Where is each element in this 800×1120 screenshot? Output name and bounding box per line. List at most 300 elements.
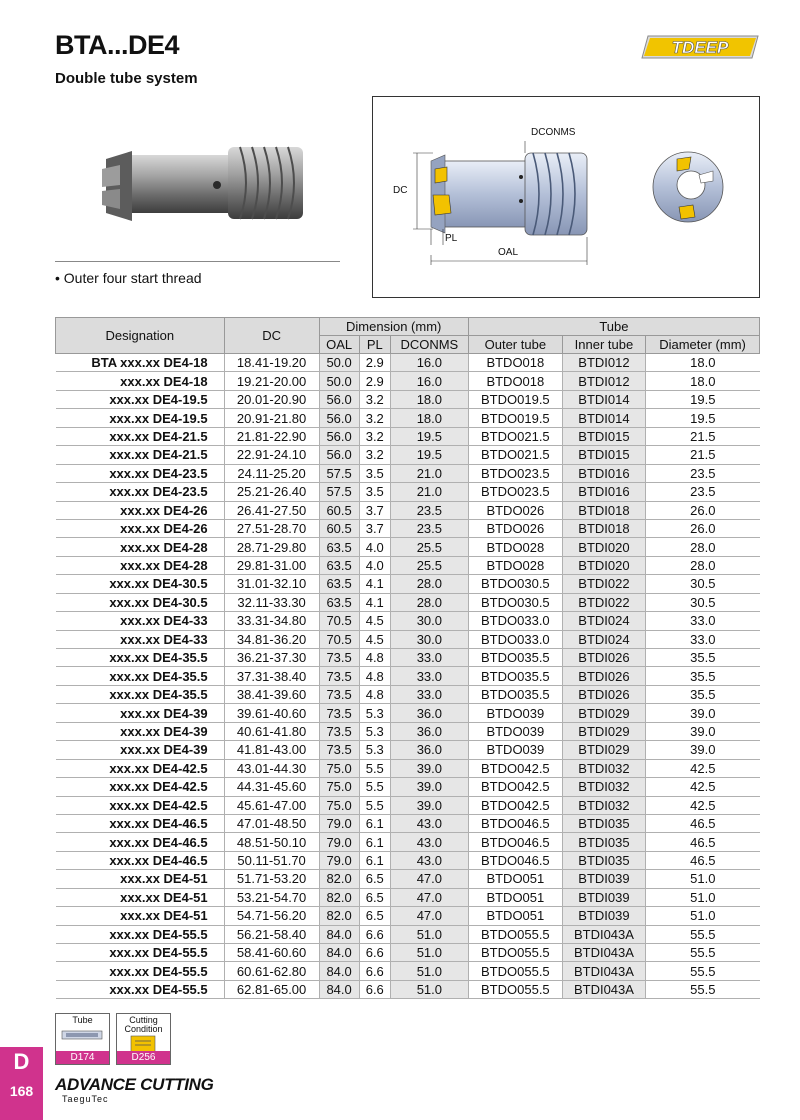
inner-tube-cell: [562, 354, 645, 372]
diameter-cell-text: 26.0: [690, 521, 716, 537]
dc-header: DC: [224, 318, 319, 354]
designation-cell-text: xxx.xx DE4-55.5: [109, 963, 208, 979]
inner-tube-cell-text: BTDI032: [578, 779, 630, 795]
diameter-cell: [646, 409, 760, 427]
diameter-cell: [646, 888, 760, 906]
pl-cell: [359, 907, 390, 925]
cutting-condition-caption: Cutting Condition: [124, 1015, 163, 1034]
diameter-cell: [646, 427, 760, 445]
dconms-cell-text: 47.0: [416, 908, 442, 924]
technical-drawing: [372, 96, 760, 298]
tdeep-logo: [640, 34, 760, 60]
dconms-cell-text: 33.0: [416, 668, 442, 684]
specification-table: [55, 317, 760, 999]
diameter-cell-text: 23.5: [690, 484, 716, 500]
dc-cell: [224, 390, 319, 408]
dconms-cell: [390, 851, 468, 869]
inner-tube-cell: [562, 612, 645, 630]
dconms-cell-text: 51.0: [416, 945, 442, 961]
diameter-cell-text: 51.0: [690, 889, 716, 905]
diameter-cell: [646, 372, 760, 390]
dconms-cell-text: 28.0: [416, 594, 442, 610]
outer-tube-cell-text: BTDO042.5: [481, 797, 550, 813]
pl-cell-text: 6.1: [365, 853, 384, 869]
oal-cell-text: 70.5: [326, 631, 352, 647]
pl-cell-text: 5.5: [365, 779, 384, 795]
oal-cell: [319, 427, 359, 445]
inner-tube-cell-text: BTDI026: [578, 650, 630, 666]
outer-tube-cell: [468, 354, 562, 372]
dconms-cell: [390, 685, 468, 703]
dconms-cell: [390, 501, 468, 519]
inner-tube-cell-text: BTDI032: [578, 797, 630, 813]
dc-cell-text: 19.21-20.00: [236, 373, 307, 389]
oal-cell: [319, 925, 359, 943]
inner-tube-cell: [562, 814, 645, 832]
oal-cell: [319, 962, 359, 980]
oal-cell: [319, 980, 359, 998]
outer-tube-cell: [468, 962, 562, 980]
designation-cell: [56, 759, 225, 777]
pl-cell: [359, 667, 390, 685]
oal-cell: [319, 464, 359, 482]
diameter-cell-text: 55.5: [690, 982, 716, 998]
outer-tube-cell: [468, 409, 562, 427]
oal-cell: [319, 833, 359, 851]
inner-tube-cell-text: BTDI012: [578, 355, 630, 371]
note-divider: [55, 261, 340, 262]
dc-cell: [224, 851, 319, 869]
oal-label: OAL: [498, 247, 519, 258]
pl-cell: [359, 888, 390, 906]
dc-cell-text: 53.21-54.70: [236, 889, 307, 905]
inner-tube-cell-text: BTDI022: [578, 576, 630, 592]
oal-cell-text: 56.0: [326, 447, 352, 463]
table-row: [56, 446, 760, 464]
diameter-cell: [646, 796, 760, 814]
inner-tube-cell: [562, 944, 645, 962]
dconms-cell-text: 21.0: [416, 484, 442, 500]
designation-cell: [56, 593, 225, 611]
dc-cell-text: 22.91-24.10: [236, 447, 307, 463]
oal-cell: [319, 796, 359, 814]
dc-cell: [224, 354, 319, 372]
dc-cell-text: 20.91-21.80: [236, 410, 307, 426]
designation-cell: [56, 962, 225, 980]
dc-cell: [224, 464, 319, 482]
pl-cell: [359, 759, 390, 777]
tool-photo: [100, 125, 310, 245]
dc-cell-text: 34.81-36.20: [236, 631, 307, 647]
inner-tube-cell-text: BTDI029: [578, 723, 630, 739]
designation-cell-text: xxx.xx DE4-35.5: [109, 650, 208, 666]
outer-tube-cell-text: BTDO021.5: [481, 428, 550, 444]
inner-tube-cell-text: BTDI015: [578, 447, 630, 463]
inner-tube-cell-text: BTDI039: [578, 889, 630, 905]
inner-tube-cell-text: BTDI024: [578, 631, 630, 647]
dc-cell: [224, 870, 319, 888]
designation-cell-text: xxx.xx DE4-42.5: [109, 760, 208, 776]
outer-tube-cell-text: BTDO055.5: [481, 945, 550, 961]
dconms-cell: [390, 814, 468, 832]
dc-cell: [224, 427, 319, 445]
outer-tube-cell-text: BTDO046.5: [481, 834, 550, 850]
dc-cell: [224, 519, 319, 537]
tube-reference[interactable]: [55, 1013, 110, 1065]
diameter-cell: [646, 685, 760, 703]
inner-tube-cell: [562, 704, 645, 722]
dconms-cell: [390, 649, 468, 667]
oal-header: OAL: [319, 336, 359, 354]
designation-cell: [56, 538, 225, 556]
table-row: [56, 944, 760, 962]
inner-tube-cell: [562, 556, 645, 574]
inner-tube-cell: [562, 778, 645, 796]
oal-cell-text: 57.5: [326, 484, 352, 500]
outer-tube-cell: [468, 833, 562, 851]
outer-tube-cell-text: BTDO046.5: [481, 816, 550, 832]
inner-tube-cell-text: BTDI022: [578, 594, 630, 610]
designation-cell: [56, 372, 225, 390]
inner-tube-cell: [562, 390, 645, 408]
designation-cell-text: xxx.xx DE4-19.5: [109, 410, 208, 426]
designation-cell-text: xxx.xx DE4-51: [120, 908, 208, 924]
pl-cell-text: 6.6: [365, 926, 384, 942]
table-row: [56, 851, 760, 869]
dc-cell-text: 41.81-43.00: [236, 742, 307, 758]
designation-cell: [56, 575, 225, 593]
diameter-cell: [646, 483, 760, 501]
designation-cell-text: xxx.xx DE4-18: [120, 373, 208, 389]
dc-cell-text: 39.61-40.60: [236, 705, 307, 721]
dc-cell: [224, 722, 319, 740]
dconms-cell: [390, 778, 468, 796]
table-row: [56, 612, 760, 630]
diameter-cell: [646, 667, 760, 685]
oal-cell-text: 70.5: [326, 613, 352, 629]
diameter-cell: [646, 390, 760, 408]
dconms-cell-text: 47.0: [416, 871, 442, 887]
oal-cell: [319, 722, 359, 740]
dconms-cell-text: 47.0: [416, 889, 442, 905]
dc-cell-text: 45.61-47.00: [236, 797, 307, 813]
outer-tube-cell: [468, 870, 562, 888]
designation-cell-text: xxx.xx DE4-28: [120, 558, 208, 574]
oal-cell: [319, 944, 359, 962]
pl-cell: [359, 870, 390, 888]
dc-cell-text: 37.31-38.40: [236, 668, 307, 684]
logo-text: TDEEP: [671, 38, 729, 57]
oal-cell-text: 63.5: [326, 594, 352, 610]
inner-tube-cell: [562, 759, 645, 777]
dconms-cell-text: 33.0: [416, 687, 442, 703]
diameter-cell-text: 19.5: [690, 410, 716, 426]
designation-header: Designation: [56, 318, 225, 354]
diameter-cell-text: 21.5: [690, 428, 716, 444]
inner-tube-cell-text: BTDI026: [578, 668, 630, 684]
inner-tube-cell-text: BTDI043A: [573, 945, 634, 961]
pl-cell-text: 3.5: [365, 484, 384, 500]
inner-tube-cell: [562, 833, 645, 851]
diameter-cell-text: 39.0: [690, 742, 716, 758]
oal-cell: [319, 575, 359, 593]
inner-tube-cell-text: BTDI015: [578, 428, 630, 444]
pl-label: PL: [445, 233, 458, 244]
pl-cell: [359, 556, 390, 574]
dconms-cell-text: 21.0: [416, 465, 442, 481]
end-view: [653, 152, 723, 222]
table-row: [56, 925, 760, 943]
designation-cell: [56, 704, 225, 722]
inner-tube-cell: [562, 409, 645, 427]
diameter-cell-text: 28.0: [690, 539, 716, 555]
inner-tube-cell: [562, 519, 645, 537]
oal-cell-text: 73.5: [326, 705, 352, 721]
inner-tube-cell: [562, 851, 645, 869]
dc-cell: [224, 667, 319, 685]
pl-cell-text: 6.6: [365, 945, 384, 961]
diameter-cell-text: 30.5: [690, 576, 716, 592]
diameter-cell: [646, 649, 760, 667]
table-row: [56, 593, 760, 611]
outer-tube-cell-text: BTDO030.5: [481, 594, 550, 610]
pl-cell: [359, 593, 390, 611]
inner-tube-cell: [562, 427, 645, 445]
designation-cell: [56, 667, 225, 685]
pl-cell-text: 3.2: [365, 410, 384, 426]
dconms-cell-text: 51.0: [416, 963, 442, 979]
table-row: [56, 464, 760, 482]
designation-cell-text: xxx.xx DE4-51: [120, 871, 208, 887]
dconms-cell-text: 16.0: [416, 373, 442, 389]
outer-tube-cell-text: BTDO051: [486, 889, 545, 905]
pl-cell: [359, 980, 390, 998]
pl-cell: [359, 630, 390, 648]
oal-cell: [319, 778, 359, 796]
dc-cell: [224, 759, 319, 777]
oal-cell-text: 79.0: [326, 853, 352, 869]
dconms-cell: [390, 962, 468, 980]
table-body: [56, 354, 760, 999]
oal-cell: [319, 483, 359, 501]
oal-cell-text: 56.0: [326, 428, 352, 444]
dconms-cell: [390, 519, 468, 537]
inner-tube-cell-text: BTDI032: [578, 760, 630, 776]
pl-cell: [359, 427, 390, 445]
pl-cell: [359, 464, 390, 482]
inner-tube-cell: [562, 630, 645, 648]
pl-cell: [359, 538, 390, 556]
dconms-cell: [390, 409, 468, 427]
diameter-cell-text: 35.5: [690, 668, 716, 684]
designation-cell-text: xxx.xx DE4-55.5: [109, 945, 208, 961]
inner-tube-cell-text: BTDI043A: [573, 963, 634, 979]
diameter-cell: [646, 833, 760, 851]
outer-tube-cell-text: BTDO028: [486, 558, 545, 574]
oal-cell: [319, 390, 359, 408]
dc-cell: [224, 796, 319, 814]
pl-cell-text: 4.0: [365, 539, 384, 555]
tube-reference-page: D174: [56, 1051, 109, 1064]
diameter-cell: [646, 907, 760, 925]
dc-cell-text: 32.11-33.30: [237, 594, 306, 610]
dc-cell: [224, 538, 319, 556]
tube-reference-caption: Tube: [72, 1015, 93, 1025]
oal-cell-text: 50.0: [326, 355, 352, 371]
table-row: [56, 390, 760, 408]
pl-cell-text: 3.2: [365, 392, 384, 408]
dconms-cell: [390, 464, 468, 482]
designation-cell-text: xxx.xx DE4-23.5: [109, 484, 208, 500]
designation-cell: [56, 888, 225, 906]
inner-tube-cell-text: BTDI014: [578, 392, 630, 408]
diameter-cell-text: 33.0: [690, 631, 716, 647]
dc-cell: [224, 944, 319, 962]
oal-cell-text: 63.5: [326, 558, 352, 574]
designation-cell: [56, 519, 225, 537]
dconms-cell: [390, 446, 468, 464]
dc-cell: [224, 814, 319, 832]
dc-cell: [224, 409, 319, 427]
outer-tube-cell: [468, 814, 562, 832]
diameter-cell: [646, 593, 760, 611]
designation-cell-text: xxx.xx DE4-55.5: [109, 926, 208, 942]
oal-cell-text: 56.0: [326, 410, 352, 426]
dc-cell-text: 33.31-34.80: [236, 613, 307, 629]
diameter-cell-text: 21.5: [690, 447, 716, 463]
designation-cell: [56, 925, 225, 943]
designation-cell: [56, 851, 225, 869]
table-row: [56, 409, 760, 427]
oal-cell: [319, 851, 359, 869]
dconms-cell: [390, 372, 468, 390]
pl-cell-text: 3.7: [365, 502, 384, 518]
table-row: [56, 759, 760, 777]
dimension-group-header: Dimension (mm): [319, 318, 468, 336]
outer-tube-cell-text: BTDO019.5: [481, 392, 550, 408]
dconms-cell: [390, 925, 468, 943]
dconms-cell: [390, 741, 468, 759]
dc-cell-text: 48.51-50.10: [236, 834, 307, 850]
diameter-cell: [646, 962, 760, 980]
dc-cell: [224, 925, 319, 943]
designation-cell: [56, 390, 225, 408]
outer-tube-cell-text: BTDO035.5: [481, 650, 550, 666]
dconms-cell-text: 43.0: [416, 853, 442, 869]
pl-cell-text: 3.5: [365, 465, 384, 481]
outer-tube-cell-text: BTDO039: [486, 723, 545, 739]
dconms-cell-text: 39.0: [416, 779, 442, 795]
pl-cell-text: 3.2: [365, 447, 384, 463]
dconms-cell: [390, 870, 468, 888]
inner-tube-cell: [562, 796, 645, 814]
dc-cell: [224, 980, 319, 998]
oal-cell: [319, 759, 359, 777]
pl-cell-text: 4.1: [365, 576, 384, 592]
dc-cell: [224, 685, 319, 703]
inner-tube-cell: [562, 446, 645, 464]
outer-tube-cell-text: BTDO055.5: [481, 963, 550, 979]
dconms-cell: [390, 980, 468, 998]
inner-tube-cell-text: BTDI043A: [573, 926, 634, 942]
oal-cell-text: 50.0: [326, 373, 352, 389]
designation-cell: [56, 612, 225, 630]
inner-tube-cell-text: BTDI029: [578, 742, 630, 758]
oal-cell-text: 75.0: [326, 797, 352, 813]
dc-cell: [224, 962, 319, 980]
table-row: [56, 372, 760, 390]
dconms-cell: [390, 833, 468, 851]
inner-tube-cell: [562, 888, 645, 906]
table-row: [56, 427, 760, 445]
designation-cell-text: xxx.xx DE4-28: [120, 539, 208, 555]
designation-cell: [56, 833, 225, 851]
designation-cell-text: xxx.xx DE4-33: [120, 631, 208, 647]
oal-cell: [319, 907, 359, 925]
designation-cell: [56, 907, 225, 925]
dconms-label: DCONMS: [531, 127, 576, 138]
pl-cell: [359, 851, 390, 869]
outer-tube-cell-text: BTDO033.0: [481, 631, 550, 647]
outer-tube-cell: [468, 759, 562, 777]
pl-cell-text: 4.8: [365, 650, 384, 666]
outer-tube-cell: [468, 704, 562, 722]
designation-cell-text: xxx.xx DE4-21.5: [109, 428, 208, 444]
outer-tube-cell: [468, 483, 562, 501]
designation-cell: [56, 796, 225, 814]
outer-tube-cell: [468, 501, 562, 519]
pl-cell: [359, 354, 390, 372]
pl-cell: [359, 649, 390, 667]
oal-cell-text: 82.0: [326, 908, 352, 924]
dconms-cell-text: 28.0: [416, 576, 442, 592]
designation-cell-text: xxx.xx DE4-39: [120, 705, 208, 721]
designation-cell-text: xxx.xx DE4-35.5: [109, 687, 208, 703]
oal-cell-text: 84.0: [326, 926, 352, 942]
dc-cell: [224, 501, 319, 519]
outer-tube-cell-text: BTDO019.5: [481, 410, 550, 426]
pl-cell-text: 4.8: [365, 668, 384, 684]
outer-tube-cell-text: BTDO046.5: [481, 853, 550, 869]
oal-cell-text: 73.5: [326, 650, 352, 666]
diameter-cell: [646, 980, 760, 998]
dc-cell-text: 38.41-39.60: [236, 687, 307, 703]
pl-cell: [359, 796, 390, 814]
dc-cell: [224, 593, 319, 611]
dconms-cell-text: 25.5: [416, 558, 442, 574]
dconms-cell-text: 25.5: [416, 539, 442, 555]
inner-tube-cell: [562, 538, 645, 556]
inner-tube-cell: [562, 667, 645, 685]
outer-tube-cell: [468, 427, 562, 445]
cutting-condition-reference[interactable]: [116, 1013, 171, 1065]
dconms-cell: [390, 704, 468, 722]
inner-tube-cell-text: BTDI035: [578, 853, 630, 869]
pl-cell-text: 2.9: [365, 355, 384, 371]
designation-cell-text: xxx.xx DE4-39: [120, 723, 208, 739]
dc-cell-text: 31.01-32.10: [236, 576, 307, 592]
inner-tube-cell: [562, 483, 645, 501]
designation-cell-text: xxx.xx DE4-42.5: [109, 797, 208, 813]
oal-cell: [319, 814, 359, 832]
page-number: 168: [0, 1077, 43, 1120]
designation-cell-text: xxx.xx DE4-30.5: [109, 594, 208, 610]
inner-tube-cell: [562, 649, 645, 667]
outer-tube-cell: [468, 851, 562, 869]
designation-cell: [56, 980, 225, 998]
outer-tube-cell: [468, 556, 562, 574]
pl-cell-text: 4.0: [365, 558, 384, 574]
